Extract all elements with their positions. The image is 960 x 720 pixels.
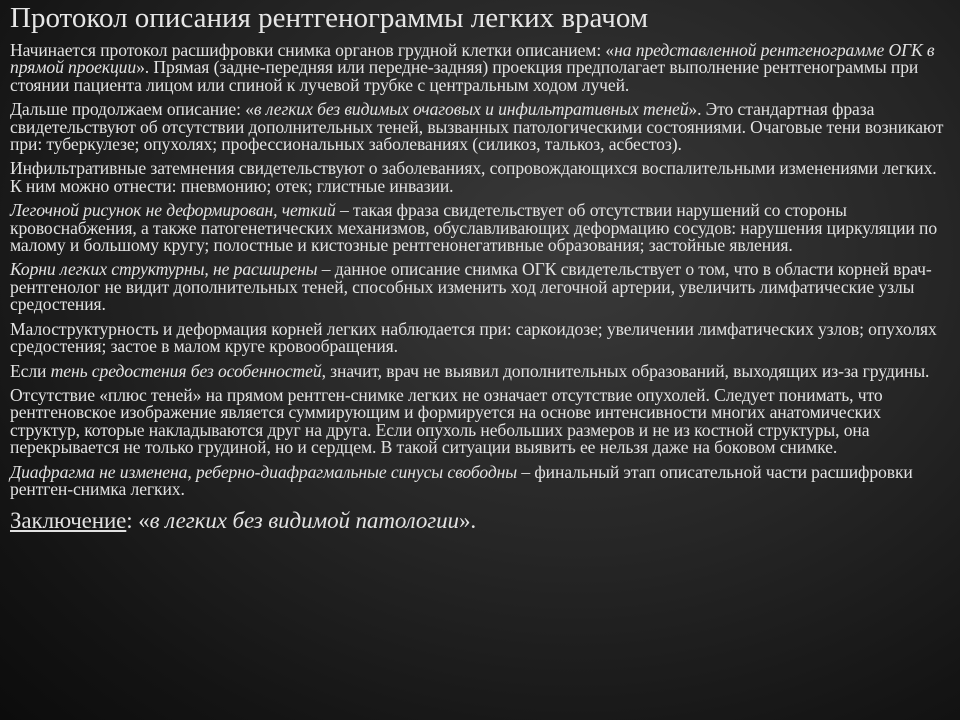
paragraph-lung-pattern [10,202,952,254]
paragraph-shadows [10,101,952,153]
paragraph-projection [10,42,952,94]
italic-text: Корни легких структурны, не расширены [10,259,318,280]
page-title: Протокол описания рентгенограммы легких врачом [10,2,649,34]
paragraph-roots [10,261,952,313]
conclusion-label: Заключение [10,508,127,534]
paragraph-infiltrative [10,160,952,195]
text: – такая фраза свидетельствует об отсутствии нарушений со стороны кровоснабжения, а также патогенетических механизмов, обуславливающих деформацию сосудов: нарушения циркуляции по малому и большому кругу; полостные и кистозные рентгенонегативные образования; застойные явления. [10,200,938,256]
text: ». Это стандартная фраза свидетельствуют об отсутствии дополнительных теней, вызванных патологическими состояниями. Очаговые тени возникают при: туберкулезе; опухолях; профессиональных заболеваниях (силикоз, талькоз, асбестоз). [10,99,944,155]
italic-text: на представленной рентгенограмме ОГК в прямой проекции [10,40,935,78]
text: ». [458,508,477,534]
italic-text: в легких без видимых очаговых и инфильтративных теней [253,99,689,120]
italic-text: тень средостения без особенностей [50,360,322,381]
text: Дальше продолжаем описание: « [10,99,254,120]
text: Отсутствие «плюс теней» на прямом рентген-снимке легких не означает отсутствие опухолей. Следует понимать, что рентгеновское изображение является суммирующим и формируется на основе интенсивности многих анатомических структур, которые накладываются друг на друга. Если опухоль небольших размеров и не из костной структуры, она перекрывается не только грудиной, но и сердцем. В такой ситуации выявить ее нельзя даже на боковом снимке. [10,384,883,458]
text: Если [10,360,51,381]
paragraph-root-deformation [10,318,952,357]
conclusion-text: в легких без видимой патологии [149,508,459,534]
text: – финальный этап описательной части расшифровки рентген-снимка легких. [10,461,913,499]
text: Начинается протокол расшифровки снимка органов грудной клетки описанием: « [10,40,615,60]
italic-text: Легочной рисунок не деформирован, четкий [10,200,336,221]
text: Малоструктурность и деформация корней легких наблюдается при: саркоидозе; увеличении лимфатических узлов; опухолях средостения; застое в малом круге кровообращения. [10,318,937,357]
paragraph-plus-shadows [10,384,952,458]
paragraph-diaphragm [10,461,952,499]
text: : « [126,508,150,534]
italic-text: Диафрагма не изменена, реберно-диафрагмальные синусы свободны [10,461,518,482]
text: , значит, врач не выявил дополнительных образований, выходящих из-за грудины. [321,360,930,381]
paragraph-mediastinum [10,360,952,381]
text: – данное описание снимка ОГК свидетельствует о том, что в области корней врач-рентгенолог не видит дополнительных теней, способных изменить ход легочной артерии, увеличить лимфатические узлы средостения. [10,259,932,315]
conclusion [10,508,952,534]
text: ». Прямая (задне-передняя или передне-задняя) проекция предполагает выполнение рентгенограммы при стоянии пациента лицом или спиной к лучевой трубке с центральным ходом лучей. [10,57,919,95]
slide-body [10,42,952,541]
text: Инфильтративные затемнения свидетельствуют о заболеваниях, сопровождающихся воспалительными изменениями легких. К ним можно отнести: пневмонию; отек; глистные инвазии. [10,158,937,196]
